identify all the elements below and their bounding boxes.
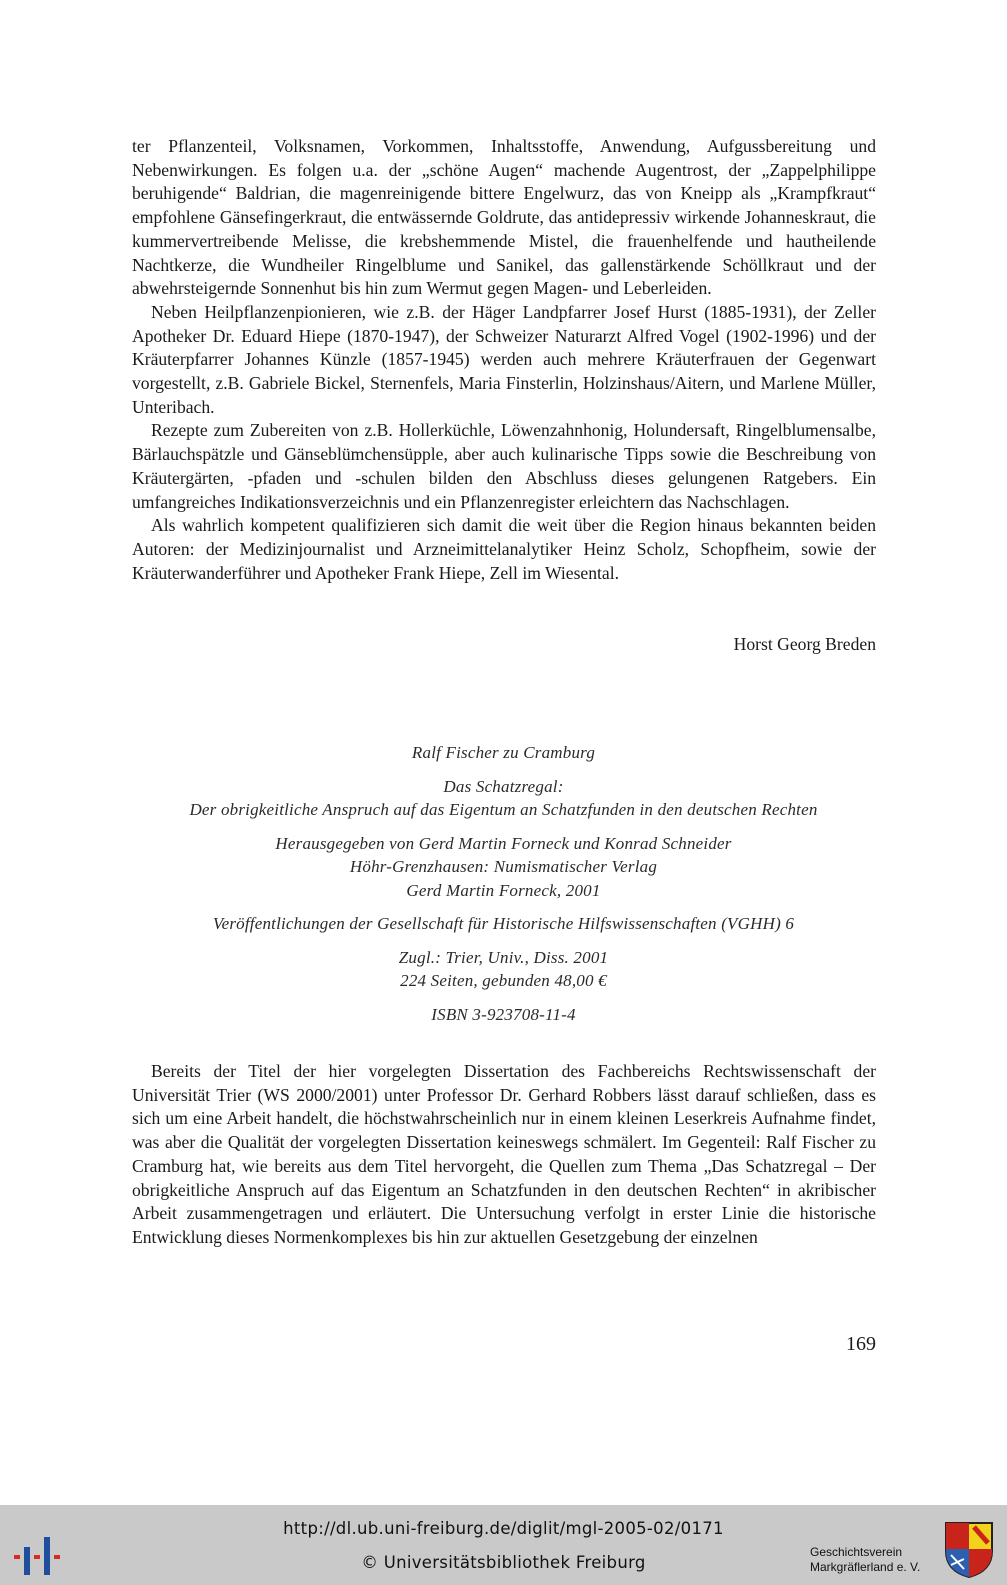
society-name-line1: Geschichtsverein xyxy=(810,1545,903,1559)
society-name-line2: Markgräflerland e. V. xyxy=(810,1560,921,1574)
footer-url-link[interactable]: http://dl.ub.uni-freiburg.de/diglit/mgl-2005-02/0171 xyxy=(283,1519,724,1538)
coat-of-arms-icon xyxy=(944,1521,994,1579)
review-text-herbs xyxy=(132,135,876,585)
footer-copyright: © Universitätsbibliothek Freiburg xyxy=(361,1553,646,1572)
page-number: 169 xyxy=(846,1333,876,1355)
paragraph: Als wahrlich kompetent qualifizieren sich damit die weit über die Region hinaus bekannten beiden Autoren: der Medizinjournalist und Arzneimittelanalytiker Heinz Scholz, Schopfheim, sowie der Kräuterwanderführer und Apotheker Frank Hiepe, Zell im Wiesental. xyxy=(132,515,876,583)
book-publisher-name-year: Gerd Martin Forneck, 2001 xyxy=(406,880,601,900)
bibliography-header xyxy=(0,741,1007,1036)
book-editors: Herausgegeben von Gerd Martin Forneck und Konrad Schneider xyxy=(275,833,732,853)
review-text-schatzregal xyxy=(132,1060,876,1250)
book-dissertation-note: Zugl.: Trier, Univ., Diss. 2001 xyxy=(398,947,609,967)
book-subtitle: Der obrigkeitliche Anspruch auf das Eigentum an Schatzfunden in den deutschen Rechten xyxy=(189,800,818,819)
paragraph: Bereits der Titel der hier vorgelegten Dissertation des Fachbereichs Rechtswissenschaft der Universität Trier (WS 2000/2001) unter Professor Dr. Gerhard Robbers lässt darauf schließen, dass es sich um eine Arbeit handelt, die höchstwahrscheinlich nur in einem kleinen Leserkreis Aufnahme findet, was aber die Qualität der vorgelegten Dissertation keineswegs schmälert. Im Gegenteil: Ralf Fischer zu Cramburg hat, wie bereits aus dem Titel hervorgeht, die Quellen zum Thema „Das Schatzregal – Der obrigkeitliche Anspruch auf das Eigentum an Schatzfunden in den deutschen Rechten“ in akribischer Arbeit zusammengetragen und erläutert. Die Untersuchung verfolgt in erster Linie die historische Entwicklung dieses Normenkomplexes bis hin zur aktuellen Gesetzgebung der einzelnen xyxy=(132,1061,876,1247)
paragraph: ter Pflanzenteil, Volksnamen, Vorkommen, Inhaltsstoffe, Anwendung, Aufgussbereitung und Nebenwirkungen. Es folgen u.a. der „schöne Augen“ machende Augentrost, der „Zappelphilippe beruhigende“ Baldrian, die magenreinigende bittere Engelwurz, das von Kneipp als „Krampfkraut“ empfohlene Gänsefingerkraut, die entwässernde Goldrute, das antidepressiv wirkende Johanneskraut, die kummervertreibende Melisse, die krebshemmende Mistel, die frauenhelfende und hautheilende Nachtkerze, die Wundheiler Ringelblume und Sanikel, das gallenstärkende Schöllkraut und der abwehrsteigernde Sonnenhut bis hin zum Wermut gegen Magen- und Leberleiden. xyxy=(132,136,876,299)
book-title: Das Schatzregal: xyxy=(443,776,564,796)
book-pages-price: 224 Seiten, gebunden 48,00 € xyxy=(400,971,607,990)
society-name xyxy=(810,1545,940,1575)
paragraph: Neben Heilpflanzenpionieren, wie z.B. der Häger Landpfarrer Josef Hurst (1885-1931), der Zeller Apotheker Dr. Eduard Hiepe (1870-1947), der Schweizer Naturarzt Alfred Vogel (1902-1996) und der Kräuterpfarrer Johannes Künzle (1857-1945) werden auch mehrere Kräuterfrauen der Gegenwart vorgestellt, z.B. Gabriele Bickel, Sternenfels, Maria Finsterlin, Holzinshaus/Aitern, und Marlene Müller, Unteribach. xyxy=(132,301,876,417)
book-publisher: Höhr-Grenzhausen: Numismatischer Verlag xyxy=(349,857,658,876)
paragraph: Rezepte zum Zubereiten von z.B. Hollerküchle, Löwenzahnhonig, Holundersaft, Ringelblumensalbe, Bärlauchspätzle und Gänseblümchensüpple, aber auch kulinarische Tipps sowie die Beschreibung von Kräutergärten, -pfaden und -schulen bilden den Abschluss dieses gelungenen Ratgebers. Ein umfangreiches Indikationsverzeichnis und ein Pflanzenregister erleichtern das Nachschlagen. xyxy=(132,420,876,512)
book-series: Veröffentlichungen der Gesellschaft für Historische Hilfswissenschaften (VGHH) 6 xyxy=(212,914,795,933)
book-isbn: ISBN 3-923708-11-4 xyxy=(431,1004,576,1024)
book-author: Ralf Fischer zu Cramburg xyxy=(411,743,596,762)
review-signature: Horst Georg Breden xyxy=(733,634,876,654)
